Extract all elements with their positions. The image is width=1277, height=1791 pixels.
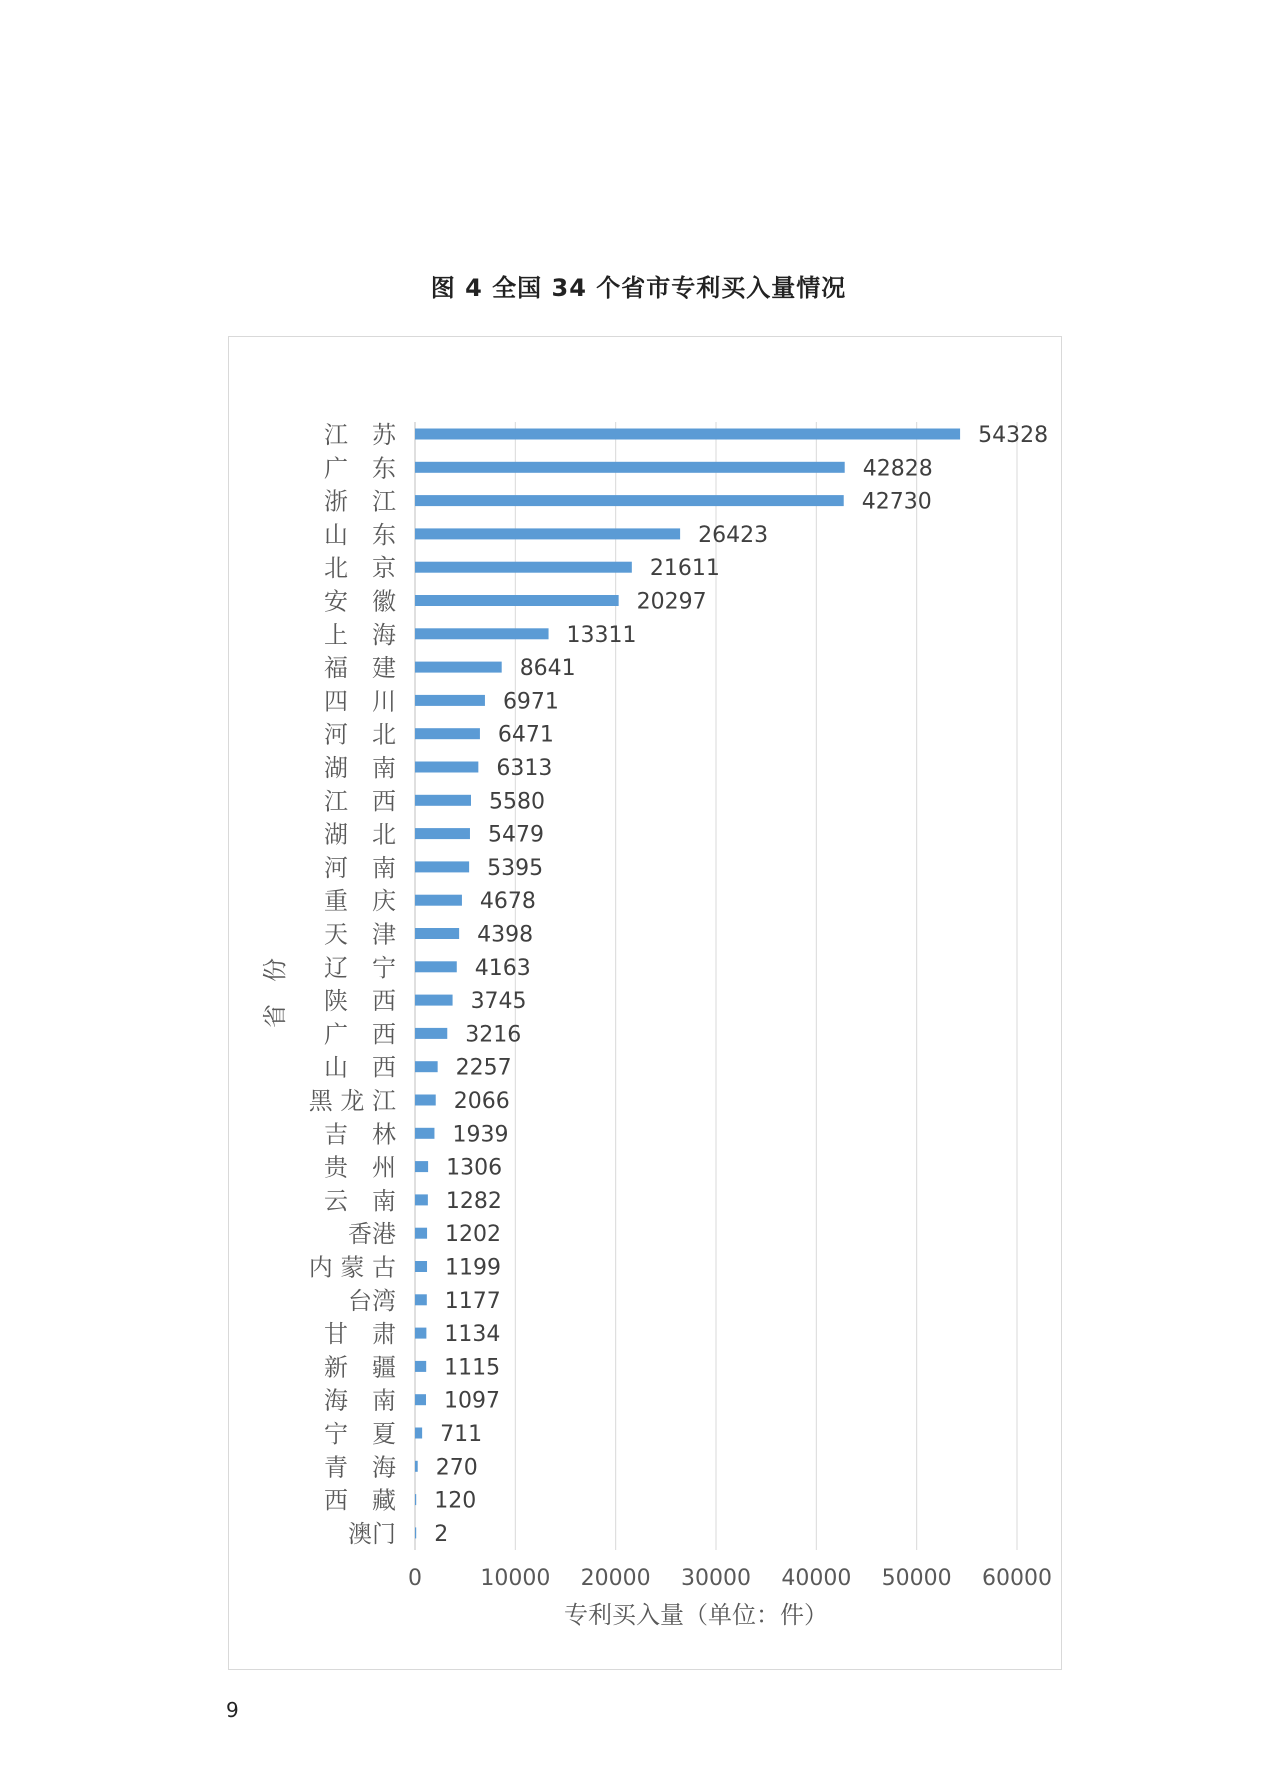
x-tick-label: 40000: [781, 1566, 852, 1591]
bar: [415, 1028, 447, 1039]
bar: [415, 1228, 427, 1239]
data-label: 4398: [477, 922, 534, 948]
category-label: 天 津: [324, 920, 396, 949]
data-label: 5395: [487, 855, 544, 881]
category-label: 甘 肃: [324, 1320, 396, 1349]
x-tick-label: 20000: [580, 1566, 651, 1591]
x-tick-label: 60000: [982, 1566, 1052, 1591]
data-label: 54328: [978, 423, 1049, 448]
bar: [415, 662, 502, 673]
bar: [415, 995, 453, 1006]
data-label: 4163: [474, 955, 531, 981]
data-label: 1199: [445, 1255, 502, 1281]
bar: [415, 1061, 438, 1072]
data-label: 1939: [452, 1122, 509, 1148]
category-label: 北 京: [324, 554, 396, 583]
bar: [415, 795, 471, 806]
bar: [415, 1328, 426, 1339]
data-label: 6471: [497, 722, 554, 748]
category-label: 云 南: [324, 1186, 396, 1215]
category-label: 江 西: [324, 787, 396, 816]
bar: [415, 429, 960, 440]
category-label: 重 庆: [324, 887, 396, 916]
bar: [415, 495, 844, 506]
data-label: 13311: [566, 622, 637, 648]
data-label: 6313: [496, 756, 553, 781]
x-tick-label: 30000: [681, 1566, 751, 1591]
page-number: 9: [226, 1698, 239, 1722]
bar: [415, 895, 462, 906]
category-label: 宁 夏: [324, 1420, 396, 1448]
data-label: 1306: [446, 1155, 503, 1181]
category-label: 山 东: [324, 520, 396, 549]
bar: [415, 1294, 427, 1305]
category-label: 湖 北: [324, 820, 396, 849]
category-label: 江 苏: [324, 421, 396, 449]
data-label: 2066: [453, 1089, 510, 1114]
data-label: 1115: [444, 1355, 501, 1381]
category-label: 安 徽: [324, 587, 396, 616]
category-label: 吉 林: [324, 1120, 396, 1149]
category-label: 四 川: [324, 687, 396, 716]
category-labels: [309, 421, 397, 1548]
data-label: 8641: [519, 656, 576, 682]
bar: [415, 1194, 428, 1205]
category-label: 西 藏: [324, 1486, 396, 1515]
data-label: 1282: [445, 1188, 502, 1214]
data-label: 1134: [444, 1322, 501, 1348]
bar: [415, 762, 478, 773]
figure-title: 图 4 全国 34 个省市专利买入量情况: [430, 274, 847, 302]
x-tick-label: 0: [408, 1566, 422, 1591]
category-label: 浙 江: [324, 487, 396, 516]
bar: [415, 961, 457, 972]
bar: [415, 1128, 434, 1139]
bar: [415, 1428, 422, 1439]
data-label: 1202: [445, 1222, 502, 1248]
category-label: 新 疆: [324, 1353, 396, 1382]
bar: [415, 728, 480, 739]
category-label: 辽 宁: [324, 953, 396, 982]
data-label: 42730: [861, 489, 932, 515]
data-label: 1177: [444, 1288, 501, 1314]
bar: [415, 1494, 416, 1505]
x-tick-label: 50000: [881, 1566, 952, 1591]
bar: [415, 1394, 426, 1405]
category-label: 青 海: [324, 1453, 396, 1482]
category-label: 黑 龙 江: [308, 1087, 396, 1115]
category-label: 广 西: [324, 1020, 396, 1049]
category-label: 海 南: [324, 1386, 396, 1415]
bar: [415, 528, 680, 539]
gridlines: [415, 422, 1017, 1550]
data-label: 711: [440, 1422, 483, 1447]
bar: [415, 928, 459, 939]
category-label: 陕 西: [324, 987, 396, 1016]
bar: [415, 1095, 436, 1106]
data-label: 2257: [455, 1055, 512, 1081]
bar: [415, 562, 632, 573]
bar: [415, 628, 549, 639]
category-label: 台湾: [348, 1286, 396, 1315]
bar: [415, 462, 845, 473]
category-label: 福 建: [324, 654, 396, 683]
data-label: 4678: [479, 889, 536, 915]
bar: [415, 1161, 428, 1172]
data-label: 20297: [636, 589, 707, 615]
category-label: 湖 南: [324, 754, 396, 782]
data-label: 6971: [502, 689, 559, 715]
x-tick-label: 10000: [480, 1566, 551, 1591]
bar: [415, 861, 469, 872]
bar: [415, 1461, 418, 1472]
data-label: 2: [434, 1521, 449, 1547]
category-label: 广 东: [324, 454, 396, 483]
x-axis-title: 专利买入量（单位：件）: [564, 1601, 828, 1629]
bar: [415, 1361, 426, 1372]
data-label: 270: [435, 1455, 478, 1481]
category-label: 上 海: [324, 620, 396, 649]
x-tick-labels: [408, 1566, 1052, 1591]
data-label: 5580: [488, 789, 545, 815]
data-label: 42828: [862, 456, 933, 482]
data-label: 3745: [470, 989, 527, 1015]
data-label: 1097: [444, 1388, 501, 1414]
bar: [415, 828, 470, 839]
data-label: 5479: [487, 822, 544, 848]
category-label: 河 南: [324, 853, 396, 882]
bar: [415, 1527, 416, 1538]
category-label: 贵 州: [324, 1153, 396, 1182]
category-label: 香港: [348, 1220, 396, 1249]
data-label: 26423: [698, 522, 769, 548]
category-label: 澳门: [348, 1519, 396, 1548]
bar: [415, 1261, 427, 1272]
category-label: 内 蒙 古: [308, 1253, 396, 1282]
bar: [415, 695, 485, 706]
data-label: 3216: [465, 1022, 522, 1048]
data-labels: [434, 423, 1048, 1547]
bar: [415, 595, 619, 606]
data-label: 120: [434, 1488, 477, 1514]
category-label: 山 西: [324, 1053, 396, 1082]
data-label: 21611: [649, 556, 720, 582]
y-axis-title: 省份: [261, 936, 289, 1028]
category-label: 河 北: [324, 720, 396, 749]
